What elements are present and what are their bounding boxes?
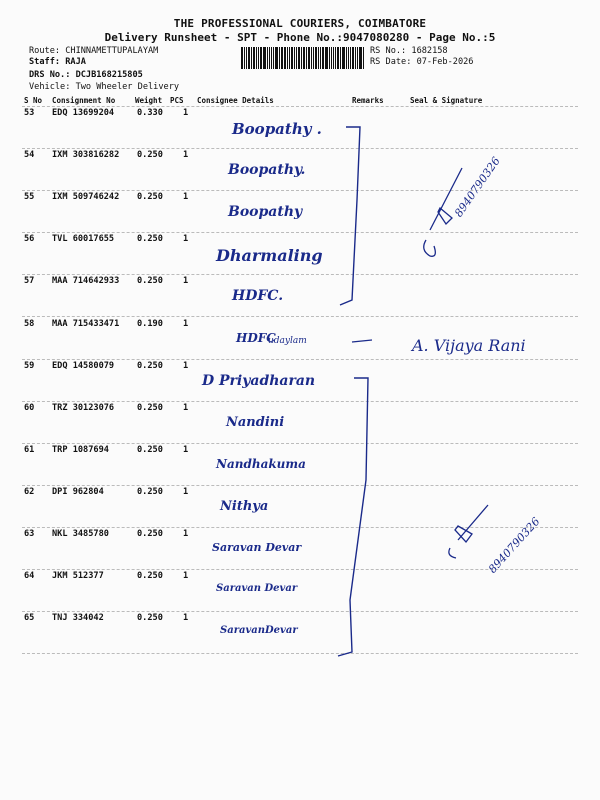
arrow-dash	[352, 340, 372, 342]
row-pcs: 1	[183, 529, 189, 539]
row-pcs: 1	[183, 318, 189, 329]
row-sno: 60	[24, 402, 35, 413]
row-consignee-handwritten: Nandini	[226, 414, 285, 430]
row-consignment-no: NKL 3485780	[52, 529, 109, 539]
rs-number: RS No.: 1682158	[370, 46, 448, 56]
row-consignment-no: TRZ 30123076	[52, 402, 115, 413]
row-pcs: 1	[183, 486, 189, 497]
row-consignee-handwritten: D Priyadharan	[202, 372, 316, 389]
row-sno: 58	[24, 318, 35, 329]
row-consignee-handwritten: Nithya	[220, 498, 269, 514]
runsheet-subtitle: Delivery Runsheet - SPT - Phone No.:9047080280 - Page No.:5	[104, 31, 496, 44]
company-title: THE PROFESSIONAL COURIERS, COIMBATORE	[173, 17, 427, 30]
row-consignment-no: IXM 509746242	[52, 192, 120, 203]
handwritten-phone-1: 8940790326	[452, 154, 503, 220]
row-weight: 0.330	[137, 108, 163, 118]
row-weight: 0.250	[137, 613, 163, 624]
row-consignment-no: TRP 1087694	[52, 444, 109, 455]
handwritten-phone-2: 8940790326	[486, 514, 543, 576]
row-consignee-handwritten: HDFC	[236, 330, 276, 345]
row-pcs: 1	[183, 108, 189, 118]
row-consignment-no: TVL 60017655	[52, 234, 115, 245]
row-sno: 62	[24, 486, 35, 497]
drs-number: DRS No.: DCJB168215805	[29, 70, 143, 80]
row-consignee-handwritten: Dharmaling	[216, 246, 323, 266]
row-consignment-no: JKM 512377	[52, 571, 104, 582]
row-consignee-handwritten: SaravanDevar	[220, 625, 298, 637]
row-consignee-handwritten: Boopathy.	[228, 162, 306, 179]
handwritten-recipient-name: A. Vijaya Rani	[412, 336, 526, 355]
row-weight: 0.250	[137, 571, 163, 582]
row-weight: 0.250	[137, 486, 163, 497]
col-header-weight: Weight	[135, 96, 163, 105]
row-consignment-no: EDQ 14580079	[52, 360, 115, 371]
row-consignment-no: DPI 962804	[52, 486, 104, 497]
row-sno: 59	[24, 360, 35, 371]
col-header-seal: Seal & Signature	[410, 96, 483, 105]
row-consignee-handwritten: Saravan Devar	[212, 541, 302, 554]
rs-date: RS Date: 07-Feb-2026	[370, 57, 474, 67]
row-pcs: 1	[183, 276, 189, 287]
row-consignment-no: EDQ 13699204	[52, 108, 115, 118]
row-sno: 65	[24, 613, 35, 624]
row-consignee-handwritten: Nandhakuma	[216, 456, 306, 471]
row-consignment-no: TNJ 334042	[52, 613, 104, 624]
row-weight: 0.190	[137, 318, 163, 329]
staff-label: Staff: RAJA	[29, 57, 86, 67]
row-sno: 63	[24, 529, 35, 539]
row-weight: 0.250	[137, 276, 163, 287]
row-pcs: 1	[183, 613, 189, 624]
col-header-consignee: Consignee Details	[197, 96, 274, 105]
row-consignee-handwritten: Boopathy	[228, 204, 303, 221]
row-consignee-handwritten: HDFC.	[232, 288, 284, 305]
row-consignment-no: MAA 714642933	[52, 276, 120, 287]
row-sno: 61	[24, 444, 35, 455]
row-weight: 0.250	[137, 402, 163, 413]
col-header-sno: S No	[24, 96, 43, 105]
row-pcs: 1	[183, 402, 189, 413]
handwritten-note: udaylam	[268, 336, 307, 346]
bracket-2	[338, 378, 368, 656]
row-weight: 0.250	[137, 150, 163, 161]
row-sno: 53	[24, 108, 35, 118]
row-consignment-no: MAA 715433471	[52, 318, 120, 329]
row-consignee-handwritten: Saravan Devar	[216, 583, 298, 595]
row-sno: 56	[24, 234, 35, 245]
row-sno: 57	[24, 276, 35, 287]
row-pcs: 1	[183, 360, 189, 371]
row-weight: 0.250	[137, 234, 163, 245]
row-weight: 0.250	[137, 192, 163, 203]
row-sno: 64	[24, 571, 35, 582]
signature-1	[424, 168, 462, 256]
row-sno: 54	[24, 150, 35, 161]
bracket-1	[340, 127, 360, 305]
row-weight: 0.250	[137, 444, 163, 455]
vehicle-label: Vehicle: Two Wheeler Delivery	[29, 82, 180, 92]
signature-2	[449, 505, 488, 558]
row-pcs: 1	[183, 192, 189, 203]
row-pcs: 1	[183, 444, 189, 455]
row-weight: 0.250	[137, 360, 163, 371]
row-pcs: 1	[183, 571, 189, 582]
col-header-consignment: Consignment No	[52, 96, 116, 105]
row-consignment-no: IXM 303816282	[52, 150, 120, 161]
row-pcs: 1	[183, 234, 189, 245]
col-header-pcs: PCS	[170, 96, 184, 105]
col-header-remarks: Remarks	[352, 96, 384, 105]
route-label: Route: CHINNAMETTUPALAYAM	[29, 46, 159, 56]
row-consignee-handwritten: Boopathy .	[232, 120, 322, 138]
row-sno: 55	[24, 192, 35, 203]
row-weight: 0.250	[137, 529, 163, 539]
row-pcs: 1	[183, 150, 189, 161]
